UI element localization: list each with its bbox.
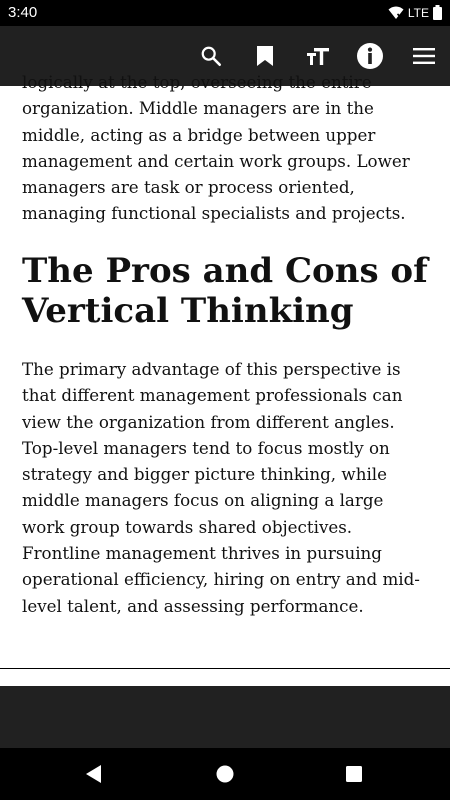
menu-icon <box>413 47 435 65</box>
recents-icon <box>346 766 362 782</box>
section-heading: The Pros and Cons of Vertical Thinking <box>22 251 428 331</box>
bookmark-button[interactable] <box>249 40 281 72</box>
menu-button[interactable] <box>408 40 440 72</box>
info-icon <box>356 42 384 70</box>
body-paragraph: The primary advantage of this perspective is that different management professionals can view the organization from different angles. Top-level managers tend to focus mostly on strategy and bigger picture thinking, while middle managers focus on aligning a large work group towards shared objectives. Frontline management thrives in pursuing operational efficiency, hiring on entry and mid-level talent, and assessing performance. <box>22 359 420 616</box>
wifi-icon <box>388 6 404 20</box>
battery-icon <box>433 5 442 20</box>
back-button[interactable] <box>82 762 106 786</box>
status-time: 3:40 <box>8 4 38 21</box>
home-icon <box>216 765 234 783</box>
info-button[interactable] <box>354 40 386 72</box>
home-button[interactable] <box>213 762 237 786</box>
system-nav-bar <box>0 748 450 800</box>
body-paragraph: logically at the top, overseeing the entire organization. Middle managers are in the middle, acting as a bridge between upper management and certain work groups. Lower managers are task or process oriented, managing functional specialists and projects. <box>22 72 410 224</box>
recents-button[interactable] <box>342 762 366 786</box>
page-divider <box>0 668 450 669</box>
bottom-panel <box>0 686 450 748</box>
search-icon <box>200 45 222 67</box>
bookmark-icon <box>256 45 274 67</box>
status-bar <box>0 0 450 26</box>
reader-content[interactable] <box>0 72 450 668</box>
network-type: LTE <box>407 5 429 20</box>
back-icon <box>85 764 103 784</box>
text-size-icon <box>306 45 330 67</box>
text-size-button[interactable] <box>302 40 334 72</box>
search-button[interactable] <box>195 40 227 72</box>
status-icons <box>388 5 442 20</box>
